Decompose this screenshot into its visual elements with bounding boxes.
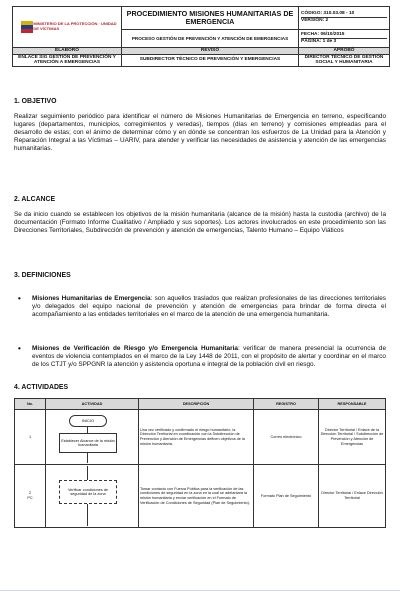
activities-table <box>14 398 386 528</box>
flow-connector <box>87 466 88 480</box>
alcance-text: Se da inicio cuando se establecen los objetivos de la misión humanitaria (alcance de la misión) hasta la custodia (archivo) de la documentación (Formato Informe Cualitativo / Ampliado y sus soportes). Los actores involucrados en este procedimiento son las Direcciones Territoriales, Subdirección de prevención y atención de emergencias, Talento Humano – Equipo Viáticos <box>14 211 386 235</box>
alcance-heading: 2. ALCANCE <box>14 196 56 203</box>
document-header <box>12 6 390 67</box>
row-number: 2 PC <box>15 465 46 528</box>
row-description: Tomar contacto con Fuerza Pública para la verificación de las condiciones de seguridad en la zona en la cual se adelantará la misión humanitaria y enviar verificación en el Formato de Verificación de Condiciones de Seguridad (Plan de Seguimiento). <box>139 465 254 528</box>
row-description: Una vez verificado y confirmado el riesgo humanitario, la Dirección Territorial en coordinación con la Subdirección de Prevención y Atención de Emergencias definen objetivos de la misión humanitaria. <box>139 410 254 465</box>
aprobo-header: APROBÓ <box>299 48 390 55</box>
col-header-actividad: ACTIVIDAD <box>46 399 139 410</box>
objetivo-heading: 1. OBJETIVO <box>14 98 57 105</box>
flow-process-box: Establecer Alcance de la misión humanitaria <box>59 433 117 453</box>
table-row <box>15 410 386 465</box>
elaboro-value: ENLACE SIG GESTIÓN DE PREVENCIÓN Y ATENCIÓN A EMERGENCIAS <box>13 54 122 66</box>
actividades-heading: 4. ACTIVIDADES <box>14 384 69 391</box>
flag-icon <box>21 21 30 33</box>
definition-2-term: Misiones de Verificación de Riesgo y/o Emergencia Humanitaria <box>32 345 238 352</box>
logo <box>15 21 119 33</box>
date-page-field <box>299 29 390 47</box>
definition-2 <box>32 345 386 369</box>
row-registro: Correo electrónico <box>254 410 319 465</box>
code-field <box>299 7 390 30</box>
reviso-header: REVISÓ <box>122 48 299 55</box>
row-registro: Formato Plan de Seguimiento <box>254 465 319 528</box>
table-row <box>15 465 386 528</box>
flowchart-cell <box>46 410 139 465</box>
aprobo-value: DIRECTOR TÉCNICO DE GESTIÓN SOCIAL Y HUMANITARIA <box>299 54 390 66</box>
objetivo-text: Realizar seguimiento periódico para identificar el número de Misiones Humanitarias de Emergencia en terreno, especificando lugares (departamentos, municipios, corregimientos y veredas), tiempos (días en terreno) y comisiones empleadas para el desarrollo de estas; con el ánimo de determinar cómo y en dónde se concentran los esfuerzos de La Unidad para la Atención y Reparación Integral a las Víctimas – UARIV, para atender y verificar las necesidades de asistencia y atención de las emergencias humanitarias. <box>14 113 386 153</box>
flow-control-box: Verificar condiciones de seguridad de la zona <box>59 480 117 504</box>
elaboro-header: ELABORÓ <box>13 48 122 55</box>
col-header-no: No. <box>15 399 46 410</box>
col-header-descripcion: DESCRIPCIÓN <box>139 399 254 410</box>
definition-1 <box>32 295 386 319</box>
logo-cell <box>13 7 122 48</box>
date-label: FECHA: 06/10/2015 <box>301 31 345 37</box>
col-header-registro: REGISTRO <box>254 399 319 410</box>
definiciones-heading: 3. DEFINICIONES <box>14 272 71 279</box>
logo-text: MINISTERIO DE LA PROTECCIÓN · UNIDAD DE VÍCTIMAS <box>33 21 117 31</box>
definition-1-term: Misiones Humanitarias de Emergencia <box>32 295 151 302</box>
process-name: PROCESO GESTIÓN DE PREVENCIÓN Y ATENCIÓN DE EMERGENCIAS <box>122 29 299 47</box>
row-responsable: Director Territorial / Enlace Dirección Territorial <box>319 465 386 528</box>
page-label: PÁGINA: 1 de 3 <box>301 38 387 45</box>
definition-2-text: : verificar de manera presencial la ocurrencia de eventos de violencia contemplados en el marco de la Ley 1448 de 2011, con el propósito de alertar y coordinar en el marco de los CTJT y/o SPPGNR la atención y asistencia oportuna e integral de la población civil en riesgo. <box>32 345 386 369</box>
code-label: CÓDIGO: 310.03.08 - 10 <box>301 11 355 17</box>
col-header-responsable: RESPONSABLE <box>319 399 386 410</box>
flow-connector <box>87 453 88 463</box>
version-label: VERSIÓN: 2 <box>301 17 387 24</box>
flowchart-cell <box>46 465 139 528</box>
row-responsable: Director Territorial / Enlace de la Dirección Territorial / Subdirección de Prevención y Atención de Emergencias <box>319 410 386 465</box>
row-number: 1 <box>15 410 46 465</box>
document-title: PROCEDIMIENTO MISIONES HUMANITARIAS DE EMERGENCIA <box>122 7 299 30</box>
page-bottom-edge <box>0 590 400 591</box>
flow-connector <box>87 504 88 526</box>
flow-start-node: INICIO <box>69 415 107 427</box>
reviso-value: SUBDIRECTOR TÉCNICO DE PREVENCIÓN Y EMERGENCIAS <box>122 54 299 66</box>
definition-1-text: : son aquellos traslados que realizan profesionales de las direcciones territoriales y/o delegados del equipo nacional de prevención y atención de emergencias para brindar de forma directa el acompañamiento a las entidades territoriales en el marco de la atención de una emergencia humanitaria. <box>32 295 386 319</box>
